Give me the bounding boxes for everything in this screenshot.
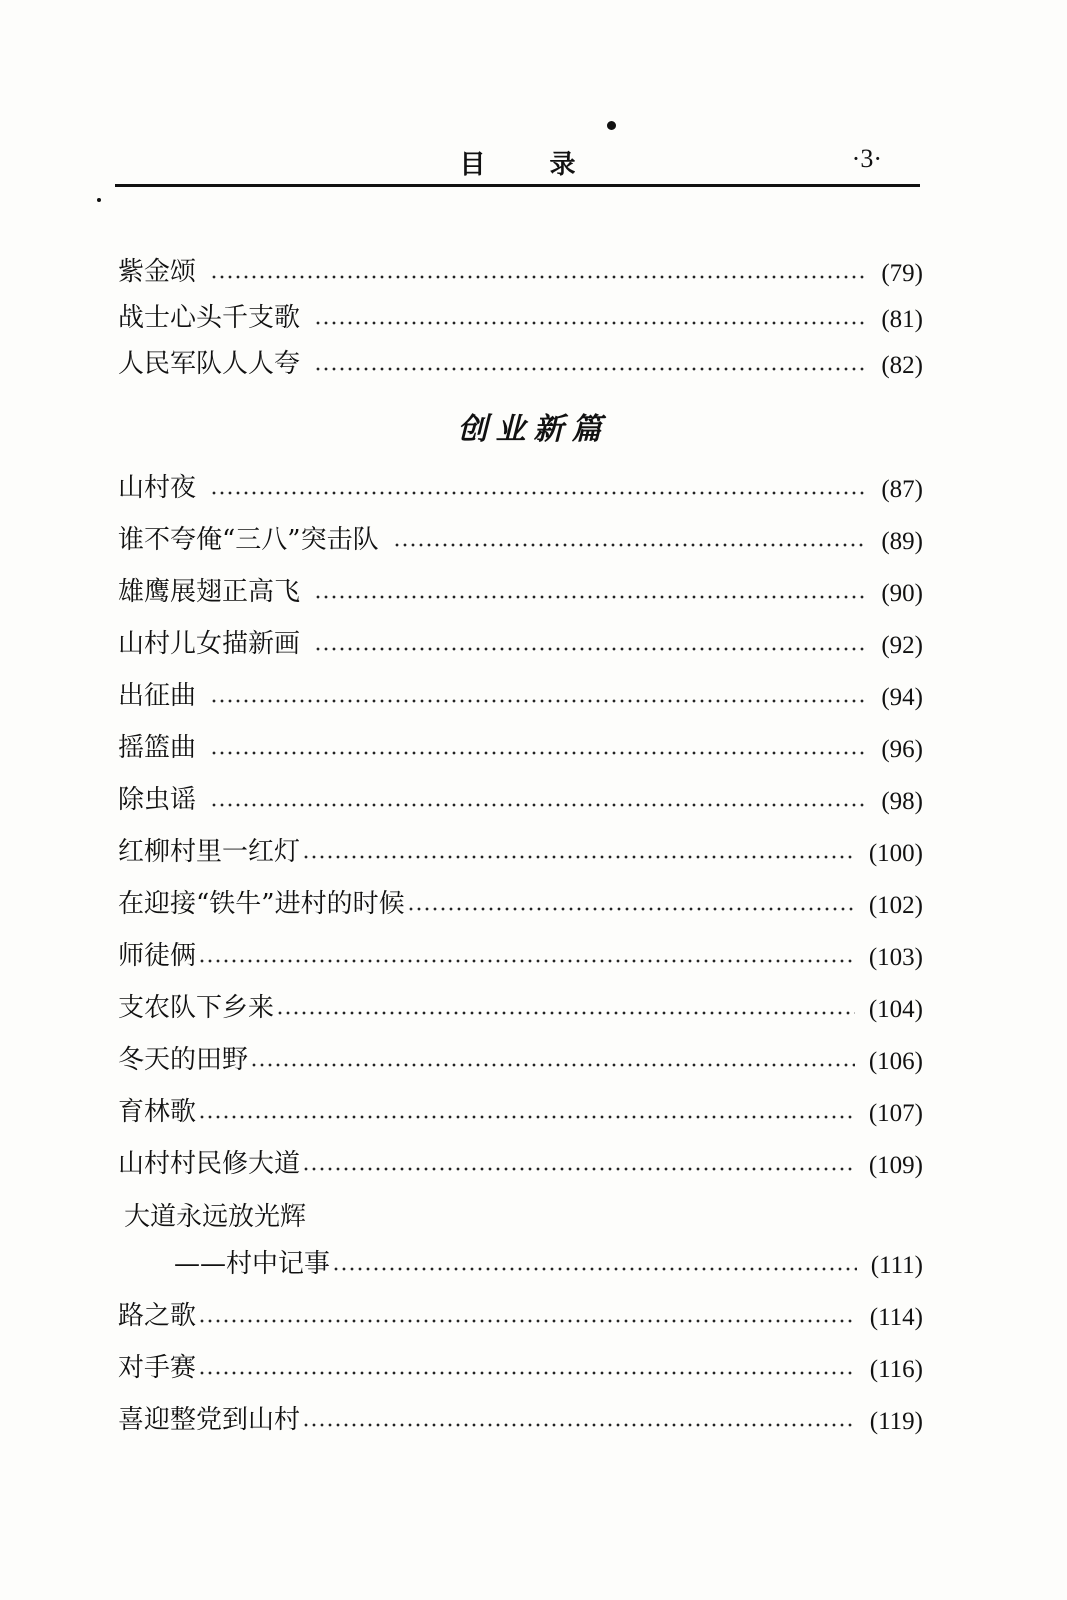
- entry-page: (114): [869, 1304, 923, 1331]
- entry-page: (90): [881, 580, 923, 607]
- entry-page: (119): [869, 1408, 923, 1435]
- dot-leader: [210, 803, 867, 807]
- entry-page: (96): [881, 736, 923, 763]
- dot-leader: [332, 1267, 857, 1271]
- entry-title: 出征曲: [118, 681, 197, 711]
- toc-entry[interactable]: [118, 464, 923, 504]
- dot-leader: [198, 1371, 856, 1375]
- entry-page: (87): [881, 476, 923, 503]
- dot-leader: [302, 1423, 856, 1427]
- dot-leader: [210, 275, 867, 279]
- entry-title: 路之歌: [118, 1301, 197, 1331]
- entry-title: 师徒俩: [118, 941, 197, 971]
- toc-entry[interactable]: [118, 620, 923, 660]
- ink-speck: [97, 198, 101, 202]
- entry-title: 育林歌: [118, 1097, 197, 1127]
- dot-leader: [276, 1011, 855, 1015]
- dot-leader: [393, 543, 868, 547]
- entry-page: (102): [868, 892, 923, 919]
- entry-page: (106): [868, 1048, 923, 1075]
- toc-entry[interactable]: [118, 1036, 923, 1076]
- toc-entry[interactable]: [118, 516, 923, 556]
- entry-title: 支农队下乡来: [118, 993, 275, 1023]
- toc-entry[interactable]: [118, 1088, 923, 1128]
- entry-title: 除虫谣: [118, 785, 197, 815]
- toc-entry[interactable]: [118, 1396, 923, 1436]
- toc-entry[interactable]: [118, 984, 923, 1024]
- entry-title: 对手赛: [118, 1353, 197, 1383]
- page-header: [115, 140, 920, 187]
- entry-page: (116): [869, 1356, 923, 1383]
- header-page-number: ·3·: [851, 144, 882, 173]
- dot-leader: [210, 699, 867, 703]
- entry-page: (92): [881, 632, 923, 659]
- entry-page: (98): [881, 788, 923, 815]
- entry-page: (89): [881, 528, 923, 555]
- dot-leader: [407, 907, 855, 911]
- toc-entry[interactable]: [118, 932, 923, 972]
- toc-entry[interactable]: [118, 724, 923, 764]
- entry-title: 谁不夸俺“三八”突击队: [118, 525, 379, 555]
- toc-entry[interactable]: [118, 1344, 923, 1384]
- entry-title: 雄鹰展翅正高飞: [118, 577, 301, 607]
- entry-page: (94): [881, 684, 923, 711]
- toc-entry[interactable]: [118, 568, 923, 608]
- dot-leader: [314, 647, 867, 651]
- entry-title: 红柳村里一红灯: [118, 837, 301, 867]
- toc-entry[interactable]: [118, 828, 923, 868]
- entry-subtitle: ——村中记事: [174, 1249, 331, 1279]
- entry-page: (109): [868, 1152, 923, 1179]
- toc-entry[interactable]: [118, 1140, 923, 1180]
- dot-leader: [210, 491, 867, 495]
- entry-page: (107): [868, 1100, 923, 1127]
- toc-entry[interactable]: [118, 340, 923, 380]
- entry-page: (100): [868, 840, 923, 867]
- toc-entry[interactable]: [118, 672, 923, 712]
- entry-title: 山村儿女描新画: [118, 629, 301, 659]
- entry-page: (111): [870, 1252, 923, 1279]
- entry-title: 摇篮曲: [118, 733, 197, 763]
- toc-entry[interactable]: [118, 1292, 923, 1332]
- toc-entry[interactable]: [118, 776, 923, 816]
- toc-entry[interactable]: [118, 880, 923, 920]
- entry-title: 紫金颂: [118, 257, 197, 287]
- dot-leader: [250, 1063, 855, 1067]
- entry-page: (104): [868, 996, 923, 1023]
- dot-leader: [210, 751, 867, 755]
- entry-title: 在迎接“铁牛”进村的时候: [118, 889, 405, 919]
- dot-leader: [302, 855, 855, 859]
- entry-page: (82): [881, 352, 923, 379]
- entry-title: 冬天的田野: [118, 1045, 249, 1075]
- dot-leader: [198, 1319, 856, 1323]
- entry-page: (103): [868, 944, 923, 971]
- dot-leader: [314, 367, 867, 371]
- section-heading: 创业新篇: [457, 412, 610, 447]
- dot-leader: [314, 321, 867, 325]
- entry-title: 战士心头千支歌: [118, 303, 301, 333]
- entry-page: (81): [881, 306, 923, 333]
- entry-title: 人民军队人人夸: [118, 349, 301, 379]
- entry-title: 喜迎整党到山村: [118, 1405, 301, 1435]
- header-title: 目录: [459, 150, 640, 180]
- entry-title: 山村夜: [118, 473, 197, 503]
- entry-title: 山村村民修大道: [118, 1149, 301, 1179]
- entry-page: (79): [881, 260, 923, 287]
- toc-entry[interactable]: [118, 1240, 923, 1280]
- dot-leader: [198, 1115, 855, 1119]
- dot-leader: [302, 1167, 855, 1171]
- toc-entry[interactable]: [118, 248, 923, 288]
- toc-entry[interactable]: [118, 294, 923, 334]
- dot-leader: [198, 959, 855, 963]
- ink-speck: [607, 121, 616, 130]
- entry-title-line[interactable]: 大道永远放光辉: [124, 1202, 307, 1232]
- dot-leader: [314, 595, 867, 599]
